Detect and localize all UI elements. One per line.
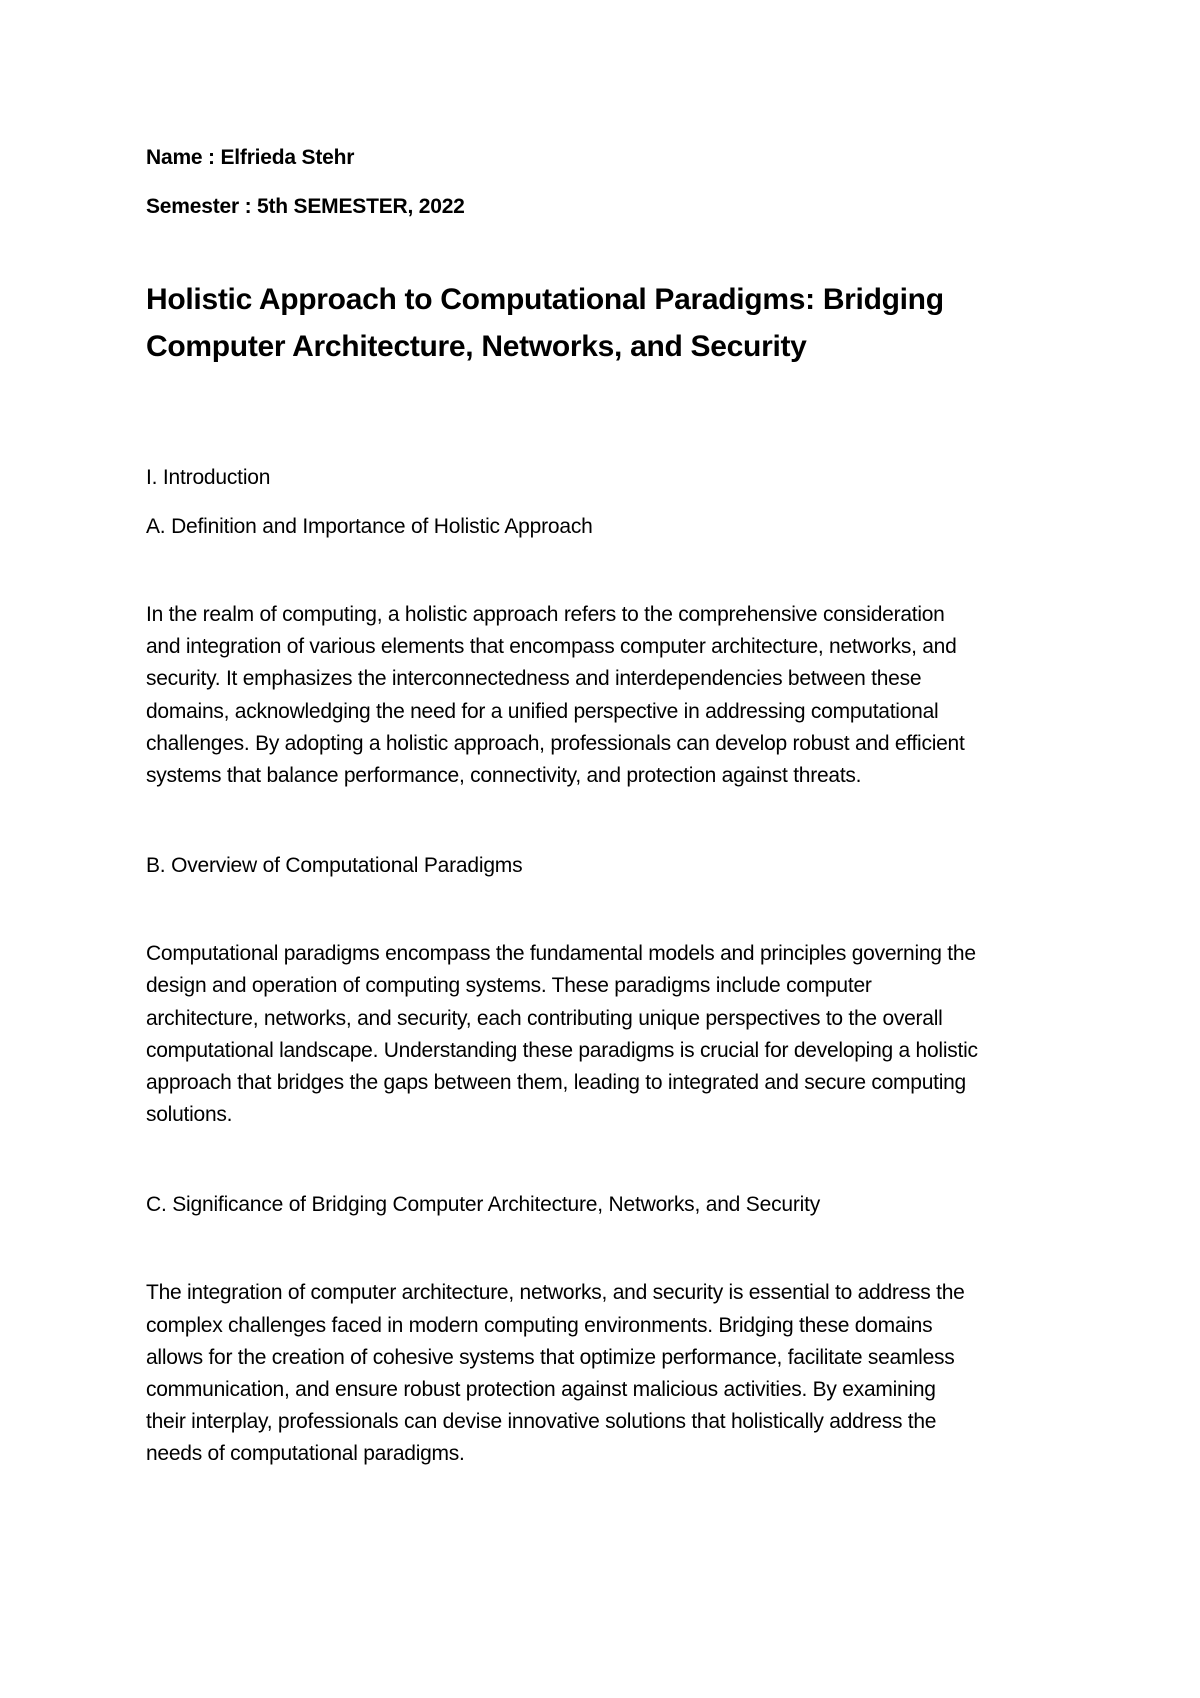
semester-info: Semester : 5th SEMESTER, 2022 <box>146 195 465 218</box>
paragraph-line: challenges. By adopting a holistic approach, professionals can develop robust and efficient <box>146 731 965 755</box>
paragraph-line: approach that bridges the gaps between them, leading to integrated and secure computing <box>146 1071 966 1095</box>
paragraph-line: design and operation of computing systems. These paradigms include computer <box>146 974 872 998</box>
paragraph-line: Computational paradigms encompass the fundamental models and principles governing the <box>146 942 976 966</box>
title-line-1: Holistic Approach to Computational Paradigms: Bridging <box>146 283 944 316</box>
section-a-heading: A. Definition and Importance of Holistic Approach <box>146 515 593 538</box>
paragraph-line: architecture, networks, and security, each contributing unique perspectives to the overall <box>146 1006 943 1030</box>
student-name: Name : Elfrieda Stehr <box>146 146 355 169</box>
title-line-2: Computer Architecture, Networks, and Security <box>146 330 807 363</box>
section-c-paragraph <box>146 1277 1066 1470</box>
paragraph-line: systems that balance performance, connectivity, and protection against threats. <box>146 764 862 788</box>
paragraph-line: solutions. <box>146 1103 233 1127</box>
section-c-heading: C. Significance of Bridging Computer Architecture, Networks, and Security <box>146 1193 821 1217</box>
section-b-paragraph <box>146 938 1066 1131</box>
section-b-heading: B. Overview of Computational Paradigms <box>146 854 523 878</box>
document-content <box>146 145 1066 1471</box>
paragraph-line: needs of computational paradigms. <box>146 1442 465 1466</box>
paragraph-line: security. It emphasizes the interconnectedness and interdependencies between these <box>146 667 922 691</box>
paragraph-line: In the realm of computing, a holistic approach refers to the comprehensive consideration <box>146 603 945 626</box>
paragraph-line: communication, and ensure robust protection against malicious activities. By examining <box>146 1378 936 1402</box>
paragraph-line: The integration of computer architecture, networks, and security is essential to address the <box>146 1281 965 1305</box>
document-title <box>146 276 1066 370</box>
paragraph-line: computational landscape. Understanding these paradigms is crucial for developing a holistic <box>146 1038 978 1062</box>
intro-heading: I. Introduction <box>146 466 271 489</box>
paragraph-line: allows for the creation of cohesive systems that optimize performance, facilitate seamless <box>146 1345 955 1369</box>
section-a-paragraph <box>146 599 1066 792</box>
paragraph-line: their interplay, professionals can devise innovative solutions that holistically address the <box>146 1410 937 1434</box>
paragraph-line: and integration of various elements that encompass computer architecture, networks, and <box>146 635 957 659</box>
paragraph-line: domains, acknowledging the need for a unified perspective in addressing computational <box>146 699 939 723</box>
paragraph-line: complex challenges faced in modern computing environments. Bridging these domains <box>146 1313 933 1337</box>
